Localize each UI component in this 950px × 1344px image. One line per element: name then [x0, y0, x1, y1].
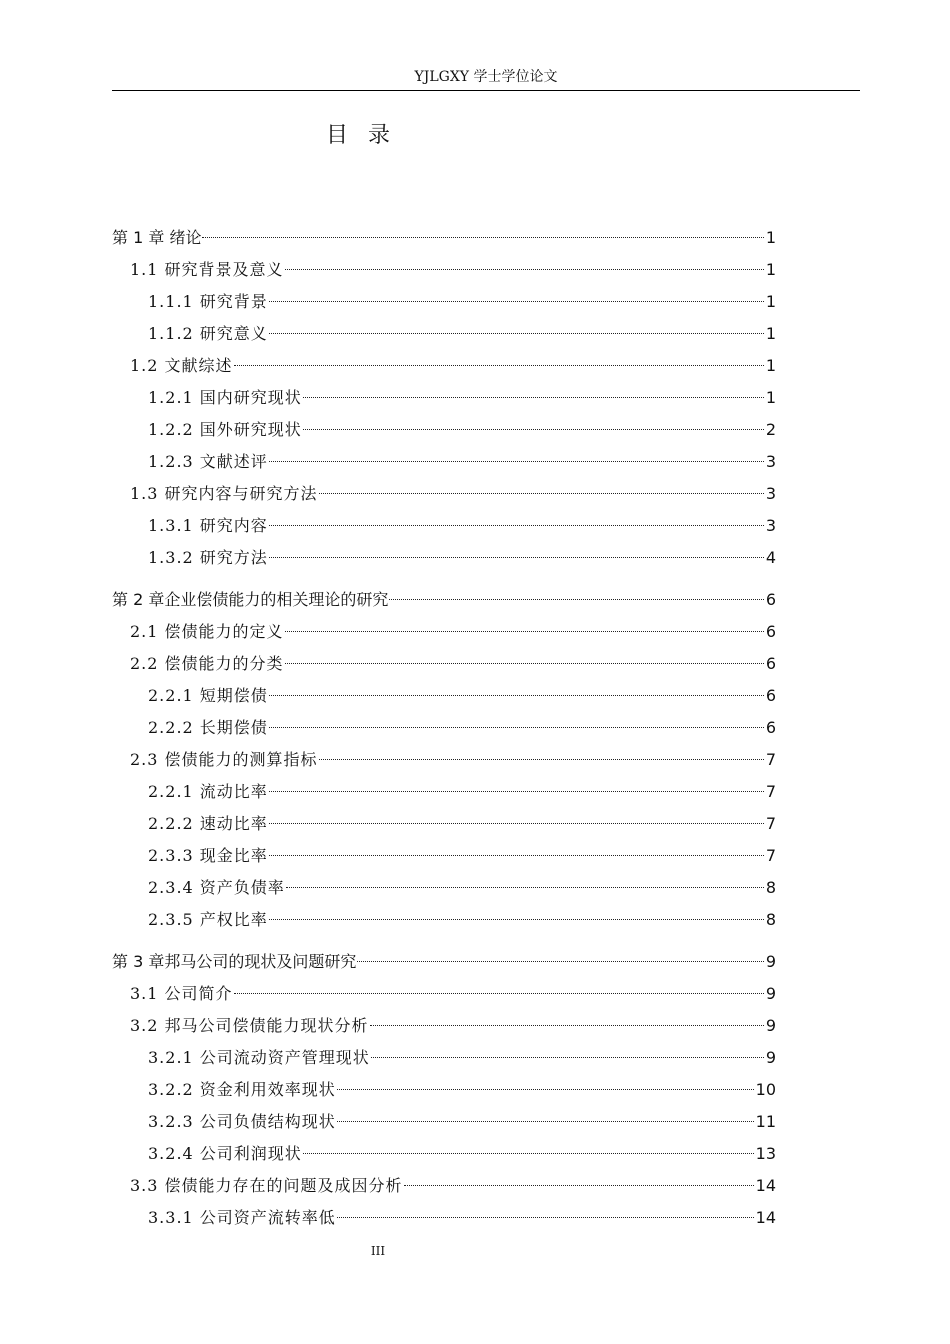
toc-entry-text: 2.2.2 速动比率	[148, 814, 268, 833]
toc-entry-text: 1.2.2 国外研究现状	[148, 420, 302, 439]
toc-entry-text: 1.2.1 国内研究现状	[148, 388, 302, 407]
toc-entry-text: 2.2 偿债能力的分类	[130, 654, 284, 673]
toc-entry-text: 3.2.4 公司利润现状	[148, 1144, 302, 1163]
toc-entry[interactable]	[112, 680, 776, 712]
page-footer	[112, 1244, 644, 1258]
toc-dot-leader	[202, 237, 763, 238]
toc-entry-page: 7	[765, 782, 776, 801]
toc-entry[interactable]	[112, 978, 776, 1010]
toc-dot-leader	[269, 855, 764, 856]
toc-entry-text: 2.3.4 资产负债率	[148, 878, 285, 897]
toc-entry-page: 3	[765, 452, 776, 471]
toc-entry[interactable]	[112, 446, 776, 478]
toc-dot-leader	[269, 695, 764, 696]
toc-dot-leader	[269, 461, 764, 462]
toc-entry[interactable]	[112, 478, 776, 510]
toc-entry-page: 13	[755, 1144, 776, 1163]
toc-entry[interactable]	[112, 222, 776, 254]
toc-entry-text: 2.2.1 流动比率	[148, 782, 268, 801]
toc-entry-page: 9	[765, 1016, 776, 1035]
toc-entry-page: 4	[765, 548, 776, 567]
toc-entry-page: 6	[765, 622, 776, 641]
toc-entry-text: 1.3 研究内容与研究方法	[130, 484, 318, 503]
toc-entry-text: 3.3.1 公司资产流转率低	[148, 1208, 336, 1227]
toc-entry-text: 3.3 偿债能力存在的问题及成因分析	[130, 1176, 403, 1195]
toc-entry-text: 2.2.2 长期偿债	[148, 718, 268, 737]
toc-dot-leader	[319, 493, 764, 494]
toc-entry-page: 6	[765, 686, 776, 705]
toc-entry[interactable]	[112, 808, 776, 840]
toc-entry[interactable]	[112, 254, 776, 286]
toc-entry[interactable]	[112, 904, 776, 936]
toc-entry[interactable]	[112, 1074, 776, 1106]
toc-entry-page: 7	[765, 750, 776, 769]
toc-entry-page: 7	[765, 814, 776, 833]
toc-entry-text: 1.1.2 研究意义	[148, 324, 268, 343]
toc-entry[interactable]	[112, 510, 776, 542]
toc-dot-leader	[269, 919, 764, 920]
toc-entry-text: 3.2.2 资金利用效率现状	[148, 1080, 336, 1099]
toc-entry[interactable]	[112, 1042, 776, 1074]
toc-entry-text: 1.3.2 研究方法	[148, 548, 268, 567]
toc-entry-page: 1	[765, 356, 776, 375]
toc-entry[interactable]	[112, 872, 776, 904]
toc-entry-page: 9	[765, 1048, 776, 1067]
toc-dot-leader	[337, 1089, 754, 1090]
toc-entry-page: 6	[765, 590, 776, 609]
toc-entry[interactable]	[112, 840, 776, 872]
toc-entry-page: 14	[755, 1176, 776, 1195]
toc-entry-text: 2.1 偿债能力的定义	[130, 622, 284, 641]
toc-entry[interactable]	[112, 350, 776, 382]
toc-entry-text: 第 3 章邦马公司的现状及问题研究	[112, 952, 357, 971]
toc-entry[interactable]	[112, 542, 776, 574]
toc-entry[interactable]	[112, 1106, 776, 1138]
toc-entry[interactable]	[112, 382, 776, 414]
toc-dot-leader	[303, 1153, 754, 1154]
toc-dot-leader	[303, 429, 764, 430]
toc-dot-leader	[269, 823, 764, 824]
toc-entry-text: 1.1 研究背景及意义	[130, 260, 284, 279]
toc-dot-leader	[234, 365, 764, 366]
toc-entry-page: 6	[765, 718, 776, 737]
toc-entry[interactable]	[112, 744, 776, 776]
toc-dot-leader	[303, 397, 764, 398]
toc-entry-text: 2.3.5 产权比率	[148, 910, 268, 929]
toc-entry-text: 1.3.1 研究内容	[148, 516, 268, 535]
table-of-contents	[112, 222, 776, 1234]
toc-entry-page: 1	[765, 228, 776, 247]
toc-entry[interactable]	[112, 286, 776, 318]
page-header	[112, 66, 860, 91]
toc-entry-page: 1	[765, 388, 776, 407]
toc-entry[interactable]	[112, 946, 776, 978]
toc-dot-leader	[357, 961, 763, 962]
toc-dot-leader	[269, 301, 764, 302]
toc-entry-text: 1.1.1 研究背景	[148, 292, 268, 311]
toc-entry-text: 3.2.1 公司流动资产管理现状	[148, 1048, 370, 1067]
toc-dot-leader	[286, 887, 764, 888]
toc-dot-leader	[389, 599, 763, 600]
toc-entry-text: 第 1 章 绪论	[112, 228, 202, 247]
toc-entry-page: 1	[765, 260, 776, 279]
toc-entry[interactable]	[112, 712, 776, 744]
toc-entry[interactable]	[112, 1202, 776, 1234]
toc-entry-page: 2	[765, 420, 776, 439]
toc-dot-leader	[404, 1185, 754, 1186]
toc-entry-text: 2.3 偿债能力的测算指标	[130, 750, 318, 769]
toc-title: 目录	[325, 123, 410, 148]
toc-entry-text: 1.2.3 文献述评	[148, 452, 268, 471]
toc-dot-leader	[285, 631, 764, 632]
toc-entry-page: 1	[765, 292, 776, 311]
toc-entry-text: 1.2 文献综述	[130, 356, 233, 375]
toc-dot-leader	[337, 1121, 754, 1122]
toc-entry-page: 10	[755, 1080, 776, 1099]
toc-entry-page: 9	[765, 952, 776, 971]
toc-dot-leader	[269, 791, 764, 792]
toc-entry[interactable]	[112, 648, 776, 680]
toc-entry-page: 9	[765, 984, 776, 1003]
toc-entry-text: 3.2 邦马公司偿债能力现状分析	[130, 1016, 369, 1035]
toc-entry[interactable]	[112, 1138, 776, 1170]
toc-entry-page: 14	[755, 1208, 776, 1227]
toc-entry-text: 2.3.3 现金比率	[148, 846, 268, 865]
toc-dot-leader	[269, 333, 764, 334]
toc-dot-leader	[370, 1025, 764, 1026]
toc-dot-leader	[285, 269, 764, 270]
toc-dot-leader	[337, 1217, 754, 1218]
toc-entry[interactable]	[112, 584, 776, 616]
toc-entry-page: 6	[765, 654, 776, 673]
toc-dot-leader	[319, 759, 764, 760]
toc-entry[interactable]	[112, 776, 776, 808]
toc-dot-leader	[371, 1057, 764, 1058]
toc-entry[interactable]	[112, 1170, 776, 1202]
toc-entry-page: 8	[765, 910, 776, 929]
toc-dot-leader	[269, 727, 764, 728]
toc-dot-leader	[285, 663, 764, 664]
page-number: III	[370, 1244, 386, 1258]
toc-entry-page: 11	[755, 1112, 776, 1131]
toc-entry[interactable]	[112, 616, 776, 648]
toc-entry-text: 第 2 章企业偿债能力的相关理论的研究	[112, 590, 389, 609]
toc-entry-page: 3	[765, 484, 776, 503]
toc-entry-page: 8	[765, 878, 776, 897]
toc-entry-page: 3	[765, 516, 776, 535]
header-text: YJLGXY 学士学位论文	[414, 69, 558, 85]
toc-entry-text: 3.1 公司简介	[130, 984, 233, 1003]
toc-entry[interactable]	[112, 414, 776, 446]
toc-entry-text: 3.2.3 公司负债结构现状	[148, 1112, 336, 1131]
toc-entry[interactable]	[112, 1010, 776, 1042]
toc-dot-leader	[234, 993, 764, 994]
toc-entry-page: 1	[765, 324, 776, 343]
toc-entry[interactable]	[112, 318, 776, 350]
toc-dot-leader	[269, 557, 764, 558]
toc-entry-page: 7	[765, 846, 776, 865]
toc-entry-text: 2.2.1 短期偿债	[148, 686, 268, 705]
toc-dot-leader	[269, 525, 764, 526]
